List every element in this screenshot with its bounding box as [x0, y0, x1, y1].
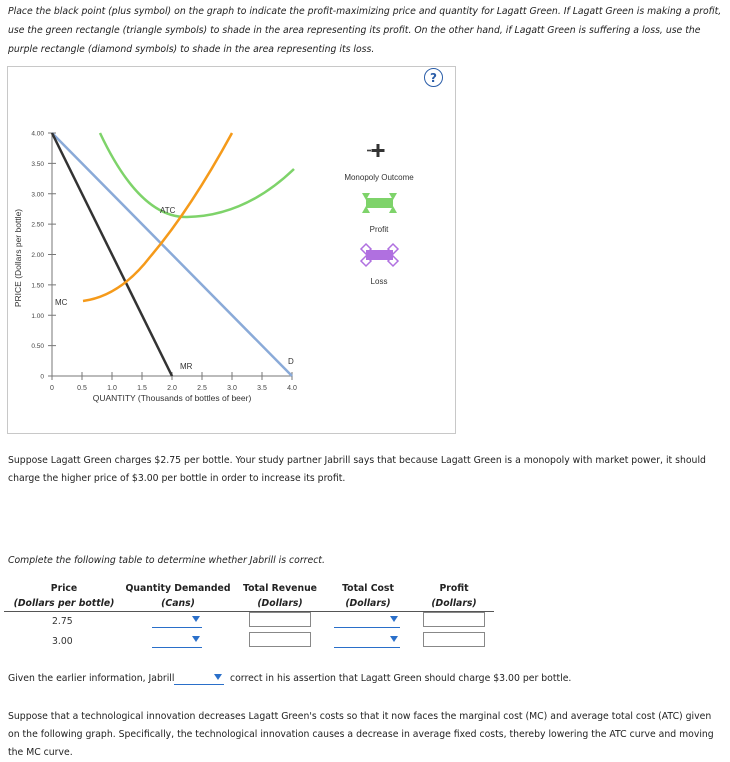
x-ticks: [50, 372, 297, 392]
x-tick-label: 1.0: [107, 385, 117, 392]
conclusion-after-text: correct in his assertion that Lagatt Green should charge $3.00 per bottle.: [230, 673, 572, 684]
y-tick-label: 2.00: [31, 252, 44, 259]
chevron-down-icon: [390, 636, 398, 642]
x-tick-label: 2.5: [197, 385, 207, 392]
cost-header: [328, 581, 408, 611]
total-revenue-input-row1[interactable]: [249, 612, 311, 627]
atc-curve: [100, 133, 294, 217]
profit-header: [414, 581, 494, 611]
x-tick-label: 3.5: [257, 385, 267, 392]
total-cost-dropdown-row1[interactable]: [334, 612, 400, 628]
plus-tool-icon[interactable]: [367, 144, 385, 157]
x-tick-label: 3.0: [227, 385, 237, 392]
quantity-header-title: Quantity Demanded: [125, 583, 231, 594]
x-tick-label: 4.0: [287, 385, 297, 392]
profit-label: Profit: [369, 225, 389, 234]
profit-input-row1[interactable]: [423, 612, 485, 627]
x-tick-label: 0: [50, 385, 54, 392]
price-header-title: Price: [50, 583, 78, 594]
total-revenue-input-row2[interactable]: [249, 632, 311, 647]
loss-rectangle-tool-icon[interactable]: [361, 244, 398, 266]
mc-label: MC: [55, 298, 68, 307]
demand-curve[interactable]: [52, 133, 292, 376]
tech-innovation-text: Suppose that a technological innovation decreases Lagatt Green's costs so that it now faces the marginal cost (MC) and average total cost (ATC) given on the following graph. Specifically, the technological innovation causes a decrease in average fixed costs, thereby lowering the ATC curve and moving the MC curve.: [8, 711, 714, 758]
x-axis-label: QUANTITY (Thousands of bottles of beer): [92, 393, 252, 403]
atc-label: ATC: [160, 206, 176, 215]
y-tick-label: 0.50: [31, 343, 44, 351]
revenue-header: [238, 581, 322, 611]
d-label: D: [288, 357, 294, 366]
revenue-header-unit: (Dollars): [257, 598, 303, 609]
profit-input-row2[interactable]: [423, 632, 485, 647]
y-tick-label: 1.50: [31, 282, 44, 290]
profit-header-unit: (Dollars): [431, 598, 477, 609]
mc-curve: [83, 133, 232, 301]
help-icon[interactable]: ?: [424, 68, 443, 87]
mr-label: MR: [180, 362, 193, 371]
x-tick-label: 2.0: [167, 385, 177, 392]
quantity-dropdown-row2[interactable]: [152, 632, 202, 648]
loss-label: Loss: [370, 277, 388, 286]
y-tick-label: 4.00: [31, 130, 44, 138]
y-tick-label: 3.00: [31, 191, 44, 199]
cost-header-unit: (Dollars): [345, 598, 391, 609]
quantity-dropdown-row1[interactable]: [152, 612, 202, 628]
cost-header-title: Total Cost: [342, 583, 394, 594]
profit-rectangle-tool-icon[interactable]: [362, 193, 397, 213]
conclusion-before-text: Given the earlier information, Jabrill: [8, 673, 175, 684]
profit-header-title: Profit: [439, 583, 469, 594]
x-tick-label: 0.5: [77, 385, 87, 392]
jabrill-correct-dropdown[interactable]: [174, 671, 224, 685]
price-cell-row1: 2.75: [52, 616, 73, 627]
y-tick-label: 0: [40, 373, 44, 381]
mr-curve: [52, 133, 172, 376]
price-header-unit: (Dollars per bottle): [13, 598, 115, 609]
quantity-header-unit: (Cans): [161, 598, 195, 609]
price-header: [4, 581, 124, 611]
chevron-down-icon: [192, 636, 200, 642]
x-tick-label: 1.5: [137, 385, 147, 392]
instructions-text: Place the black point (plus symbol) on the graph to indicate the profit-maximizing price and quantity for Lagatt Green. If Lagatt Green is making a profit, use the green rectangle (triangle symbols) to shade in the area representing its profit. On the other hand, if Lagatt Green is suffering a loss, use the purple rectangle (diamond symbols) to shade in the area representing its loss.: [8, 6, 722, 55]
chevron-down-icon: [192, 616, 200, 622]
monopoly-outcome-label: Monopoly Outcome: [344, 173, 414, 182]
y-tick-label: 2.50: [31, 221, 44, 229]
chevron-down-icon: [390, 616, 398, 622]
total-cost-dropdown-row2[interactable]: [334, 632, 400, 648]
price-cell-row2: 3.00: [52, 636, 73, 647]
chevron-down-icon: [214, 674, 222, 680]
table-intro-text: Complete the following table to determine whether Jabrill is correct.: [8, 555, 325, 566]
scenario-text: Suppose Lagatt Green charges $2.75 per bottle. Your study partner Jabrill says that because Lagatt Green is a monopoly with market power, it should charge the higher price of $3.00 per bottle in order to increase its profit.: [8, 455, 706, 484]
y-tick-label: 3.50: [31, 160, 44, 168]
y-tick-label: 1.00: [31, 312, 44, 320]
y-axis-label: PRICE (Dollars per bottle): [13, 208, 23, 308]
quantity-header: [124, 581, 232, 611]
revenue-header-title: Total Revenue: [242, 583, 317, 594]
